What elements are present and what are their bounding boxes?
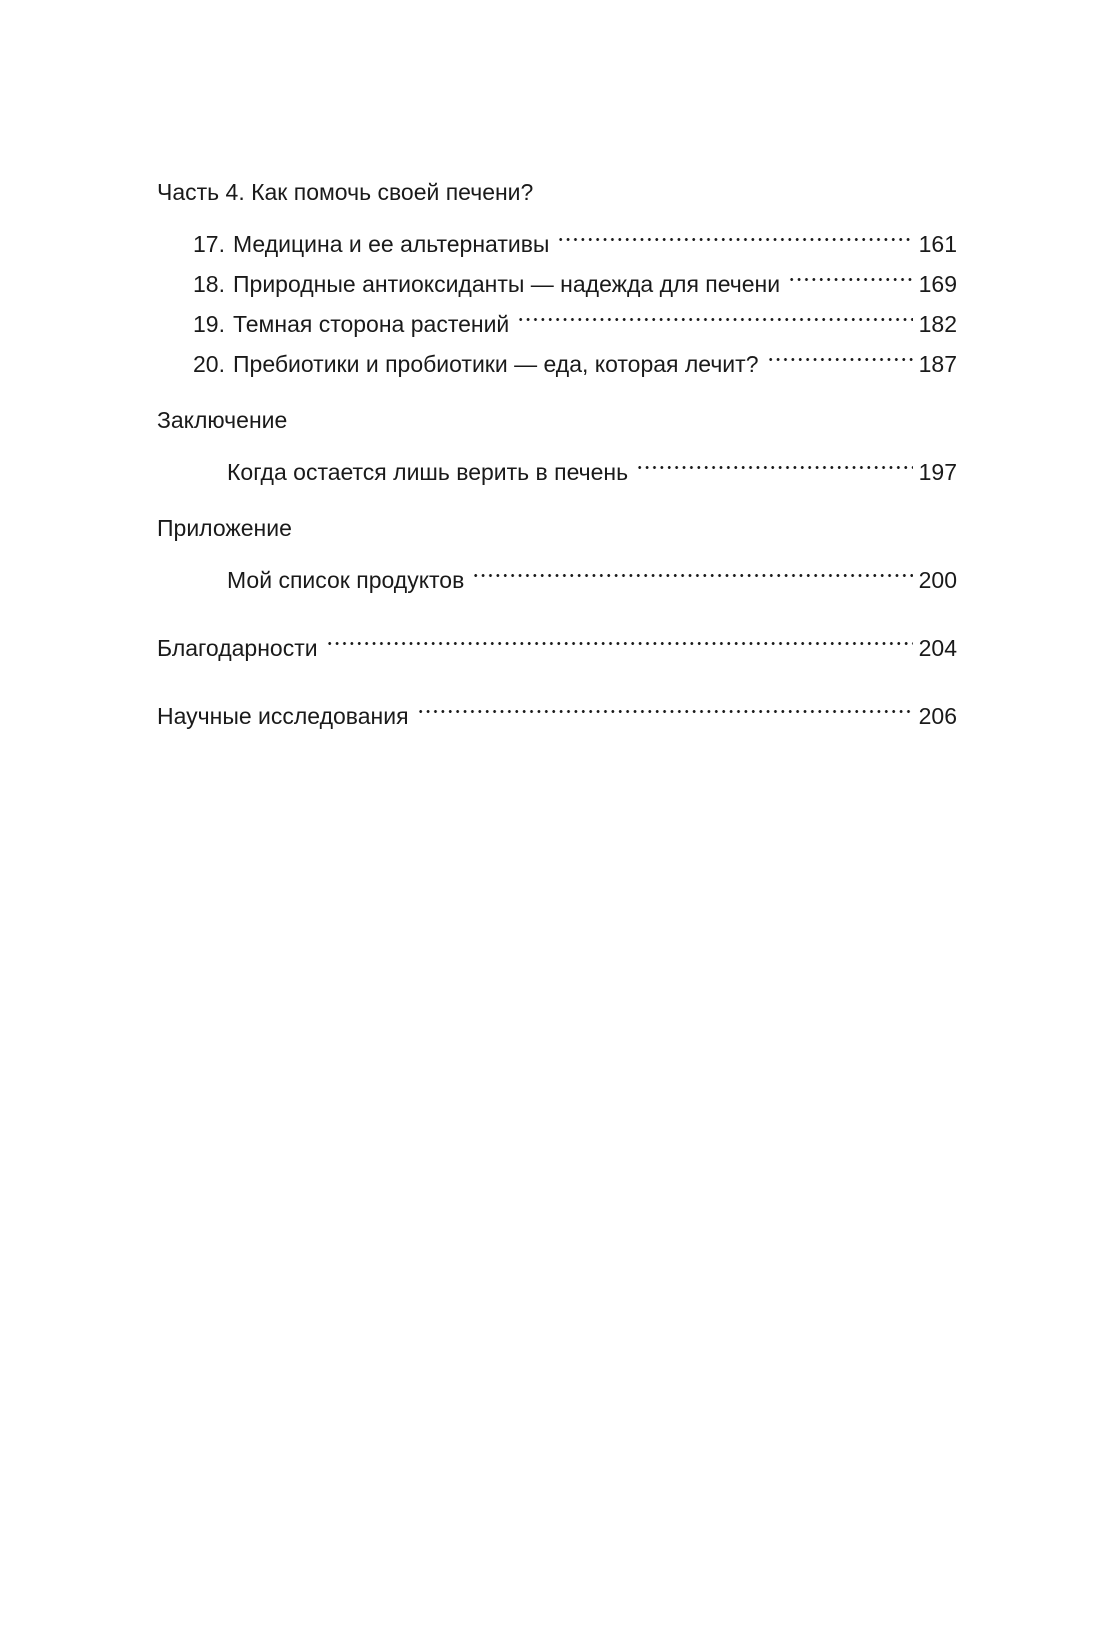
page-number: 204 — [918, 635, 957, 661]
dot-leader — [472, 548, 912, 588]
chapter-title: Мой список продуктов — [227, 567, 465, 593]
chapter-number: 18. — [193, 271, 225, 297]
chapter-title: Благодарности — [157, 635, 318, 661]
dot-leader — [517, 292, 912, 332]
dot-leader — [788, 252, 913, 292]
page-number: 206 — [918, 703, 957, 729]
toc-entry-research[interactable] — [157, 684, 957, 729]
toc-entry-17[interactable] — [157, 212, 957, 257]
chapter-title: Природные антиоксиданты — надежда для печени — [233, 271, 781, 297]
page-number: 187 — [918, 351, 957, 377]
chapter-number: 17. — [193, 231, 225, 257]
toc-entry-conclusion[interactable] — [157, 440, 957, 485]
dot-leader — [417, 684, 913, 724]
page-number: 182 — [918, 311, 957, 337]
page-number: 197 — [918, 459, 957, 485]
part-4-heading: Часть 4. Как помочь своей печени? — [157, 179, 534, 205]
chapter-title: Научные исследования — [157, 703, 409, 729]
chapter-title: Пребиотики и пробиотики — еда, которая лечит? — [233, 351, 759, 377]
dot-leader — [636, 440, 913, 480]
dot-leader — [767, 332, 913, 372]
page-number: 161 — [918, 231, 957, 257]
chapter-title: Темная сторона растений — [233, 311, 510, 337]
dot-leader — [557, 212, 912, 252]
page-number: 169 — [918, 271, 957, 297]
chapter-number: 20. — [193, 351, 225, 377]
page-number: 200 — [918, 567, 957, 593]
toc-entry-acknowledgements[interactable] — [157, 616, 957, 661]
conclusion-heading: Заключение — [157, 407, 288, 433]
table-of-contents — [157, 172, 957, 729]
dot-leader — [326, 616, 913, 656]
chapter-title: Медицина и ее альтернативы — [233, 231, 550, 257]
chapter-number: 19. — [193, 311, 225, 337]
chapter-title: Когда остается лишь верить в печень — [227, 459, 629, 485]
toc-entry-appendix[interactable] — [157, 548, 957, 593]
appendix-heading: Приложение — [157, 515, 292, 541]
